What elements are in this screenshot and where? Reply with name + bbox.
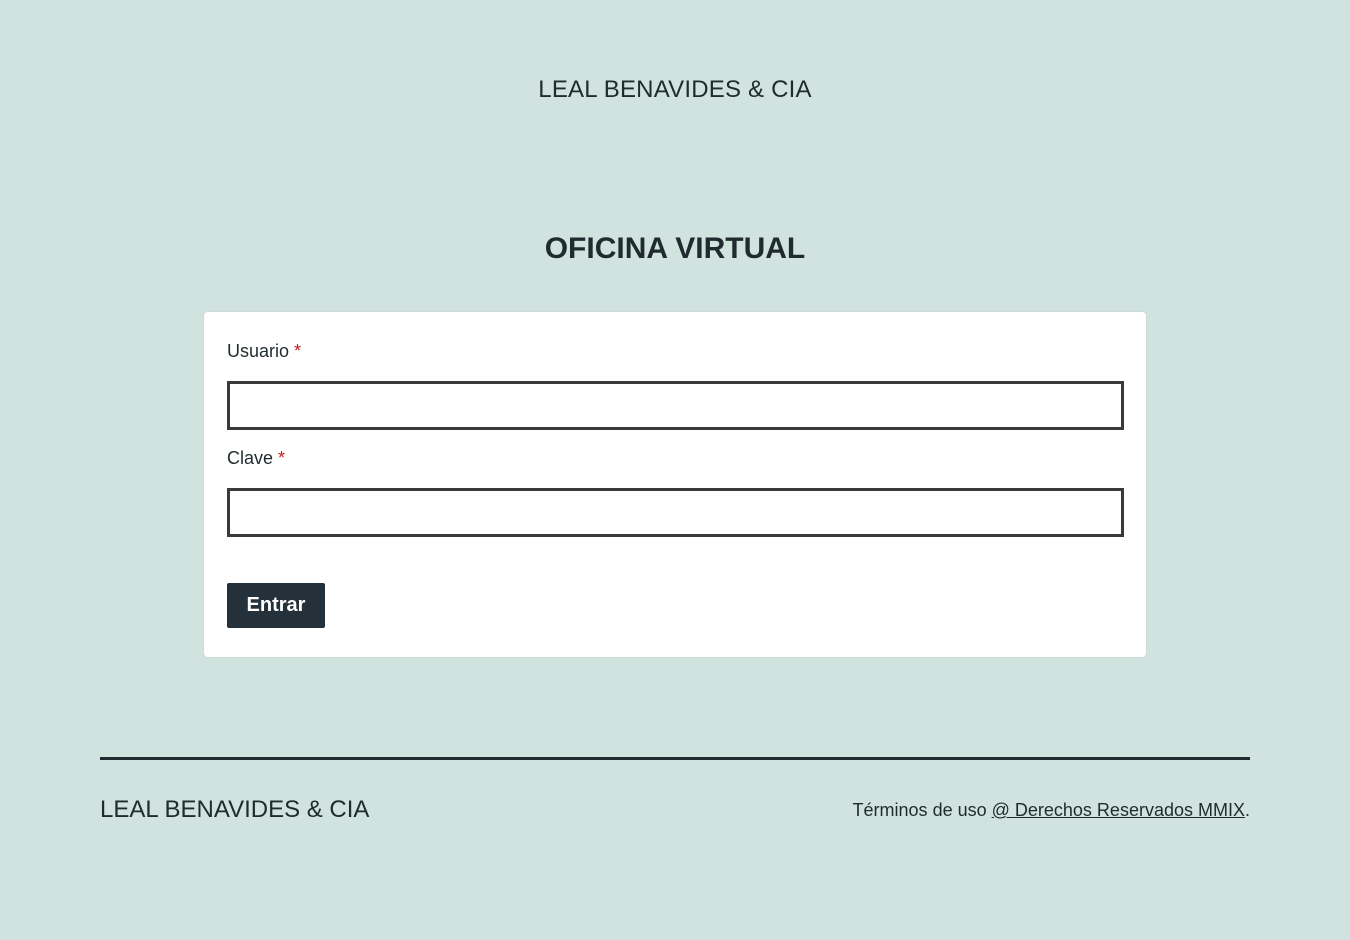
terms-text: Términos de uso — [852, 800, 987, 820]
password-label — [227, 448, 285, 469]
rights-link[interactable]: @ Derechos Reservados MMIX — [991, 800, 1245, 820]
login-form — [204, 312, 1146, 657]
footer-divider — [100, 757, 1250, 760]
terms-suffix: . — [1244, 800, 1250, 820]
site-title[interactable]: LEAL BENAVIDES & CIA — [538, 76, 812, 103]
footer-legal — [853, 800, 1250, 821]
username-label — [227, 341, 301, 362]
username-input[interactable] — [227, 381, 1124, 430]
password-label-text: Clave — [227, 448, 274, 468]
username-label-text: Usuario — [227, 341, 290, 361]
page-title: OFICINA VIRTUAL — [544, 232, 806, 265]
required-mark: * — [294, 341, 302, 361]
password-input[interactable] — [227, 488, 1124, 537]
required-mark: * — [278, 448, 286, 468]
submit-button[interactable]: Entrar — [227, 583, 325, 628]
footer-brand[interactable]: LEAL BENAVIDES & CIA — [100, 796, 370, 823]
